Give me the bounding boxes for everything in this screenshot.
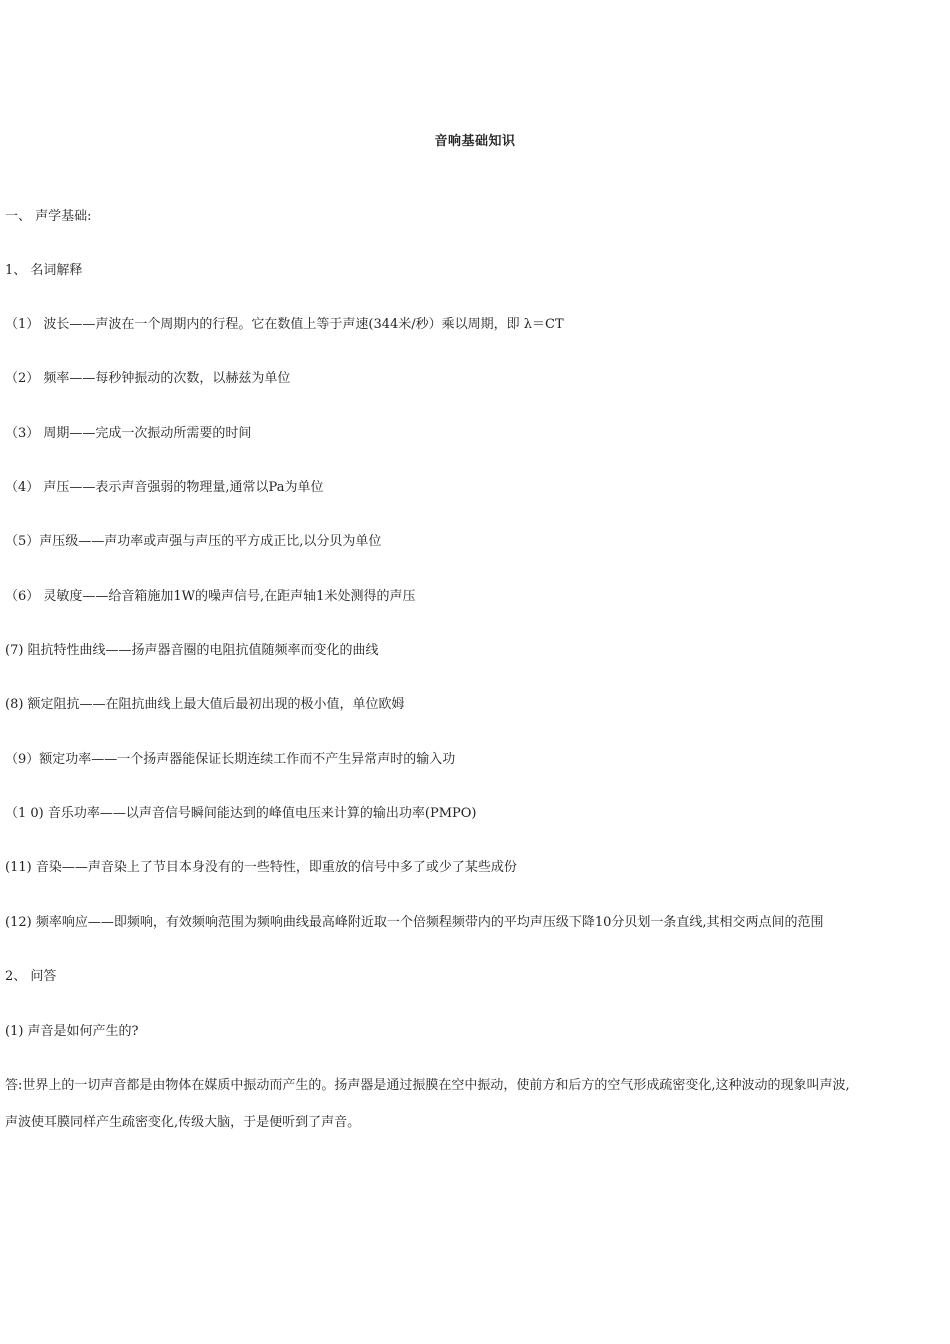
- section-heading-acoustics: 一、 声学基础:: [5, 209, 92, 224]
- answer-line-2: 声波使耳膜同样产生疏密变化,传级大脑，于是便听到了声音。: [5, 1115, 361, 1130]
- term-item-sound-pressure-level: （5）声压级——声功率或声强与声压的平方成正比,以分贝为单位: [5, 534, 382, 549]
- subsection-heading-qa: 2、 问答: [5, 969, 57, 984]
- term-item-music-power: （1 0) 音乐功率——以声音信号瞬间能达到的峰值电压来计算的输出功率(PMPO): [5, 806, 477, 821]
- document-title: 音响基础知识: [434, 134, 516, 149]
- term-item-rated-impedance: (8) 额定阻抗——在阻抗曲线上最大值后最初出现的极小值，单位欧姆: [5, 697, 405, 712]
- term-item-sound-pressure: （4） 声压——表示声音强弱的物理量,通常以Pa为单位: [5, 480, 324, 495]
- subsection-heading-terms: 1、 名词解释: [5, 263, 83, 278]
- term-item-rated-power: （9）额定功率——一个扬声器能保证长期连续工作而不产生异常声时的输入功: [5, 752, 456, 767]
- term-item-period: （3） 周期——完成一次振动所需要的时间: [5, 426, 252, 441]
- term-item-frequency-response: (12) 频率响应——即频响，有效频响范围为频响曲线最高峰附近取一个倍频程频带内的平均声压级下降10分贝划一条直线,其相交两点间的范围: [5, 915, 824, 930]
- term-item-wavelength: （1） 波长——声波在一个周期内的行程。它在数值上等于声速(344米/秒）乘以周期，即 λ＝CT: [5, 317, 564, 332]
- answer-line-1: 答:世界上的一切声音都是由物体在媒质中振动而产生的。扬声器是通过振膜在空中振动，使前方和后方的空气形成疏密变化,这种波动的现象叫声波,: [5, 1078, 850, 1093]
- question-item: (1) 声音是如何产生的?: [5, 1024, 139, 1039]
- term-item-sensitivity: （6） 灵敏度——给音箱施加1W的噪声信号,在距声轴1米处测得的声压: [5, 589, 416, 604]
- term-item-coloration: (11) 音染——声音染上了节目本身没有的一些特性，即重放的信号中多了或少了某些成份: [5, 860, 517, 875]
- term-item-impedance-curve: (7) 阻抗特性曲线——扬声器音圈的电阻抗值随频率而变化的曲线: [5, 643, 379, 658]
- term-item-frequency: （2） 频率——每秒钟振动的次数，以赫兹为单位: [5, 371, 291, 386]
